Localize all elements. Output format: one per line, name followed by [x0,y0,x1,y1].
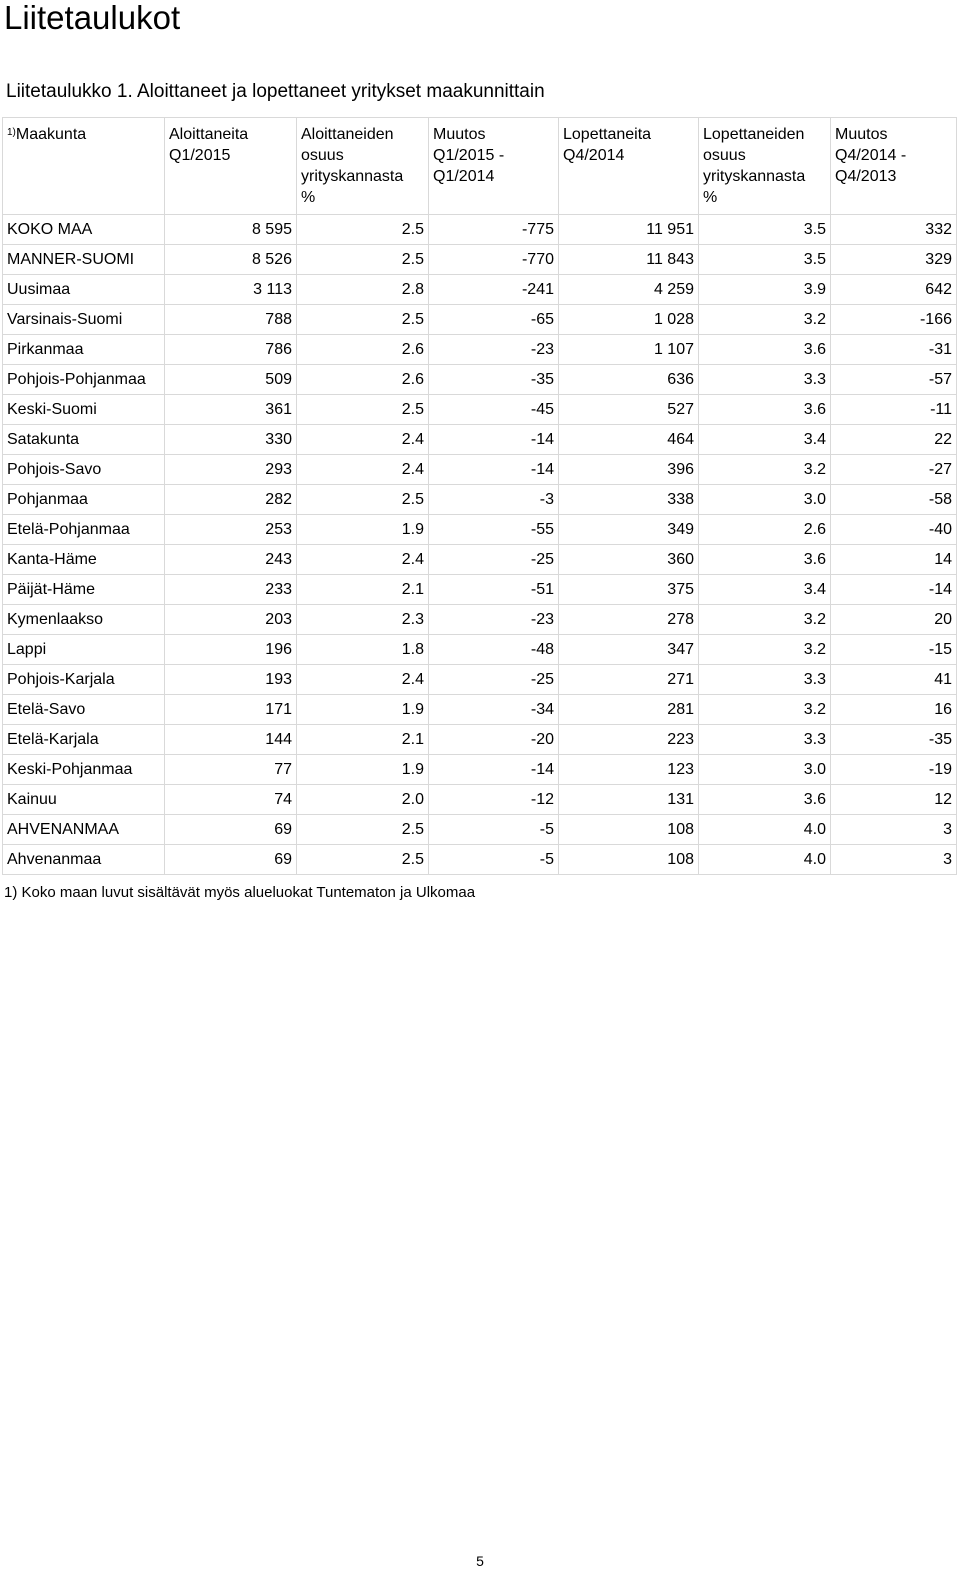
value-cell: -48 [429,635,559,665]
value-cell: 3 113 [165,275,297,305]
value-cell: 3.6 [699,395,831,425]
value-cell: 361 [165,395,297,425]
value-cell: 108 [559,815,699,845]
value-cell: 2.8 [297,275,429,305]
value-cell: 8 595 [165,215,297,245]
value-cell: 1 107 [559,335,699,365]
table-row [3,695,957,725]
table-row [3,305,957,335]
page-title: Liitetaulukot [4,0,181,36]
value-cell: 69 [165,815,297,845]
value-cell: 2.3 [297,605,429,635]
region-cell: Päijät-Häme [3,575,165,605]
header-region-label: Maakunta [15,126,87,143]
value-cell: 3.6 [699,785,831,815]
value-cell: 2.5 [297,815,429,845]
value-cell: 4.0 [699,845,831,875]
footnote-marker: 1) [7,127,16,138]
header-started-change: Muutos Q1/2015 - Q1/2014 [429,118,559,215]
value-cell: -15 [831,635,957,665]
header-closed-share: Lopettaneiden osuus yrityskannasta % [699,118,831,215]
region-cell: Pohjois-Pohjanmaa [3,365,165,395]
value-cell: 3.0 [699,755,831,785]
value-cell: 375 [559,575,699,605]
value-cell: 332 [831,215,957,245]
value-cell: 2.6 [699,515,831,545]
value-cell: 396 [559,455,699,485]
table-title: Liitetaulukko 1. Aloittaneet ja lopettaneet yritykset maakunnittain [6,81,545,102]
value-cell: 1.8 [297,635,429,665]
region-cell: Pirkanmaa [3,335,165,365]
value-cell: -14 [831,575,957,605]
value-cell: 2.4 [297,665,429,695]
value-cell: 2.6 [297,335,429,365]
region-cell: MANNER-SUOMI [3,245,165,275]
value-cell: 2.4 [297,545,429,575]
value-cell: 2.1 [297,575,429,605]
value-cell: 1.9 [297,695,429,725]
value-cell: 271 [559,665,699,695]
region-cell: Pohjois-Savo [3,455,165,485]
value-cell: 77 [165,755,297,785]
header-started: Aloittaneita Q1/2015 [165,118,297,215]
table-row [3,635,957,665]
value-cell: 3.9 [699,275,831,305]
value-cell: -27 [831,455,957,485]
header-region [3,118,165,215]
region-cell: Lappi [3,635,165,665]
value-cell: 281 [559,695,699,725]
value-cell: -3 [429,485,559,515]
value-cell: 4 259 [559,275,699,305]
value-cell: -35 [429,365,559,395]
value-cell: 2.4 [297,455,429,485]
value-cell: 12 [831,785,957,815]
data-table [2,117,957,875]
value-cell: -12 [429,785,559,815]
region-cell: Etelä-Karjala [3,725,165,755]
value-cell: 2.5 [297,245,429,275]
value-cell: 16 [831,695,957,725]
value-cell: 2.5 [297,485,429,515]
table-row [3,665,957,695]
value-cell: -241 [429,275,559,305]
table-row [3,605,957,635]
table-row [3,215,957,245]
region-cell: Kymenlaakso [3,605,165,635]
value-cell: 509 [165,365,297,395]
value-cell: 233 [165,575,297,605]
header-closed-change: Muutos Q4/2014 - Q4/2013 [831,118,957,215]
header-row [3,118,957,215]
value-cell: -5 [429,815,559,845]
value-cell: 2.6 [297,365,429,395]
value-cell: 2.5 [297,305,429,335]
table-row [3,275,957,305]
value-cell: 3.5 [699,215,831,245]
table-row [3,365,957,395]
value-cell: 22 [831,425,957,455]
value-cell: 253 [165,515,297,545]
value-cell: 108 [559,845,699,875]
table-row [3,725,957,755]
value-cell: -51 [429,575,559,605]
value-cell: 3.3 [699,725,831,755]
value-cell: 3.2 [699,455,831,485]
value-cell: 3.4 [699,575,831,605]
value-cell: 464 [559,425,699,455]
region-cell: Satakunta [3,425,165,455]
table-header [3,118,957,215]
value-cell: 349 [559,515,699,545]
region-cell: Uusimaa [3,275,165,305]
value-cell: -770 [429,245,559,275]
value-cell: -11 [831,395,957,425]
value-cell: -23 [429,335,559,365]
value-cell: 2.1 [297,725,429,755]
value-cell: 2.0 [297,785,429,815]
value-cell: 329 [831,245,957,275]
value-cell: -20 [429,725,559,755]
value-cell: -55 [429,515,559,545]
value-cell: 1 028 [559,305,699,335]
value-cell: -35 [831,725,957,755]
value-cell: 2.5 [297,395,429,425]
value-cell: 123 [559,755,699,785]
value-cell: 786 [165,335,297,365]
value-cell: 3.3 [699,365,831,395]
region-cell: Etelä-Pohjanmaa [3,515,165,545]
value-cell: 4.0 [699,815,831,845]
region-cell: Pohjanmaa [3,485,165,515]
value-cell: 293 [165,455,297,485]
table-row [3,845,957,875]
value-cell: 196 [165,635,297,665]
value-cell: 8 526 [165,245,297,275]
region-cell: AHVENANMAA [3,815,165,845]
value-cell: 527 [559,395,699,425]
value-cell: -25 [429,665,559,695]
region-cell: Varsinais-Suomi [3,305,165,335]
value-cell: 74 [165,785,297,815]
value-cell: 338 [559,485,699,515]
value-cell: 360 [559,545,699,575]
value-cell: 3.5 [699,245,831,275]
header-started-share: Aloittaneiden osuus yrityskannasta % [297,118,429,215]
value-cell: 69 [165,845,297,875]
value-cell: 636 [559,365,699,395]
value-cell: 3.3 [699,665,831,695]
table-row [3,815,957,845]
table-row [3,245,957,275]
value-cell: 11 843 [559,245,699,275]
value-cell: 243 [165,545,297,575]
value-cell: 2.5 [297,215,429,245]
value-cell: -65 [429,305,559,335]
table-row [3,785,957,815]
value-cell: 2.4 [297,425,429,455]
value-cell: -57 [831,365,957,395]
value-cell: -19 [831,755,957,785]
header-closed: Lopettaneita Q4/2014 [559,118,699,215]
value-cell: 282 [165,485,297,515]
value-cell: -31 [831,335,957,365]
value-cell: -14 [429,455,559,485]
value-cell: 1.9 [297,755,429,785]
value-cell: 3 [831,815,957,845]
value-cell: -58 [831,485,957,515]
region-cell: Kainuu [3,785,165,815]
page-number: 5 [476,1553,484,1569]
value-cell: 2.5 [297,845,429,875]
value-cell: -23 [429,605,559,635]
value-cell: 3.2 [699,635,831,665]
region-cell: Pohjois-Karjala [3,665,165,695]
table-row [3,455,957,485]
value-cell: 144 [165,725,297,755]
region-cell: Kanta-Häme [3,545,165,575]
table-row [3,755,957,785]
value-cell: 11 951 [559,215,699,245]
value-cell: 131 [559,785,699,815]
table-row [3,425,957,455]
value-cell: -14 [429,755,559,785]
value-cell: -34 [429,695,559,725]
footnote: 1) Koko maan luvut sisältävät myös alueluokat Tuntematon ja Ulkomaa [4,884,476,901]
value-cell: 278 [559,605,699,635]
value-cell: -5 [429,845,559,875]
region-cell: KOKO MAA [3,215,165,245]
value-cell: 20 [831,605,957,635]
value-cell: 3.6 [699,545,831,575]
value-cell: 41 [831,665,957,695]
table-row [3,545,957,575]
value-cell: -25 [429,545,559,575]
value-cell: 223 [559,725,699,755]
table-row [3,575,957,605]
value-cell: 642 [831,275,957,305]
value-cell: -775 [429,215,559,245]
value-cell: 3.6 [699,335,831,365]
value-cell: 3.4 [699,425,831,455]
value-cell: -40 [831,515,957,545]
value-cell: 1.9 [297,515,429,545]
region-cell: Ahvenanmaa [3,845,165,875]
value-cell: -45 [429,395,559,425]
value-cell: 330 [165,425,297,455]
table-body [3,215,957,875]
table-row [3,395,957,425]
value-cell: 3 [831,845,957,875]
value-cell: 347 [559,635,699,665]
value-cell: 3.2 [699,695,831,725]
value-cell: -166 [831,305,957,335]
region-cell: Keski-Suomi [3,395,165,425]
value-cell: 171 [165,695,297,725]
value-cell: 193 [165,665,297,695]
region-cell: Keski-Pohjanmaa [3,755,165,785]
value-cell: 3.2 [699,605,831,635]
value-cell: 788 [165,305,297,335]
value-cell: -14 [429,425,559,455]
region-cell: Etelä-Savo [3,695,165,725]
table-row [3,515,957,545]
table-row [3,335,957,365]
value-cell: 203 [165,605,297,635]
value-cell: 14 [831,545,957,575]
value-cell: 3.2 [699,305,831,335]
value-cell: 3.0 [699,485,831,515]
table-row [3,485,957,515]
